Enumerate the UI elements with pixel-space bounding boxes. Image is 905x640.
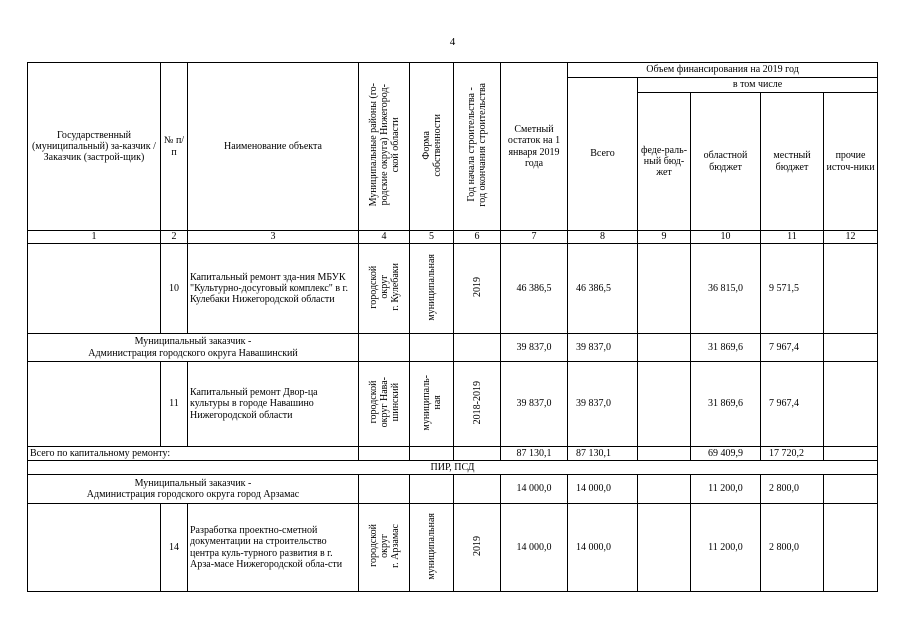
object-name: Капитальный ремонт зда-ния МБУК "Культурно-досуговый комплекс" в г. Кулебаки Нижегородской области <box>188 244 359 334</box>
col-number: 10 <box>691 231 761 244</box>
local-value: 7 967,4 <box>761 362 824 447</box>
regional-value: 69 409,9 <box>691 447 761 461</box>
other-value <box>824 504 878 592</box>
object-name: Капитальный ремонт Двор-ца культуры в городе Навашино Нижегородской области <box>188 362 359 447</box>
object-name: Разработка проектно-сметной документации на строительство центра куль-турного развития в г. Арза-масе Нижегородской обла-сти <box>188 504 359 592</box>
ownership: муниципальная <box>410 504 454 592</box>
header-other: прочие источ-ники <box>824 93 878 231</box>
total-value: 46 386,5 <box>568 244 638 334</box>
remaining-value: 14 000,0 <box>501 475 568 504</box>
remaining-value: 39 837,0 <box>501 334 568 362</box>
total-value: 14 000,0 <box>568 504 638 592</box>
regional-value: 36 815,0 <box>691 244 761 334</box>
district: городской округ г. Арзамас <box>359 504 410 592</box>
total-value: 87 130,1 <box>568 447 638 461</box>
col-number: 9 <box>638 231 691 244</box>
column-numbers-row <box>28 231 878 244</box>
header-years: Год начала строительства - год окончания строительства <box>454 63 501 231</box>
row-number: 10 <box>161 244 188 334</box>
local-value: 9 571,5 <box>761 244 824 334</box>
regional-value: 11 200,0 <box>691 475 761 504</box>
header-federal: феде-раль-ный бюд-жет <box>638 93 691 231</box>
col-number: 5 <box>410 231 454 244</box>
header-including: в том числе <box>638 78 878 93</box>
col-number: 3 <box>188 231 359 244</box>
district: городской округ Нава- шинский <box>359 362 410 447</box>
other-value <box>824 244 878 334</box>
other-value <box>824 362 878 447</box>
remaining-value: 46 386,5 <box>501 244 568 334</box>
federal-value <box>638 504 691 592</box>
financing-table <box>27 62 878 592</box>
header-ownership: Форма собственности <box>410 63 454 231</box>
local-value: 7 967,4 <box>761 334 824 362</box>
years: 2019 <box>454 244 501 334</box>
col-number: 12 <box>824 231 878 244</box>
col-number: 1 <box>28 231 161 244</box>
col-number: 8 <box>568 231 638 244</box>
federal-value <box>638 244 691 334</box>
regional-value: 31 869,6 <box>691 334 761 362</box>
row-number: 11 <box>161 362 188 447</box>
header-customer: Государственный (муниципальный) за-казчик / Заказчик (застрой-щик) <box>28 63 161 231</box>
header-financing: Объем финансирования на 2019 год <box>568 63 878 78</box>
section-row <box>28 461 878 475</box>
header-districts: Муниципальные районы (го- родские округа) Нижегород- ской области <box>359 63 410 231</box>
col-number: 11 <box>761 231 824 244</box>
ownership: муниципаль- ная <box>410 362 454 447</box>
years: 2018-2019 <box>454 362 501 447</box>
header-object-name: Наименование объекта <box>188 63 359 231</box>
table-row <box>28 362 878 447</box>
table-row <box>28 244 878 334</box>
years: 2019 <box>454 504 501 592</box>
total-value: 14 000,0 <box>568 475 638 504</box>
row-number: 14 <box>161 504 188 592</box>
remaining-value: 39 837,0 <box>501 362 568 447</box>
customer-group-row <box>28 475 878 504</box>
local-value: 17 720,2 <box>761 447 824 461</box>
regional-value: 11 200,0 <box>691 504 761 592</box>
ownership: муниципальная <box>410 244 454 334</box>
local-value: 2 800,0 <box>761 475 824 504</box>
col-number: 7 <box>501 231 568 244</box>
total-label: Всего по капитальному ремонту: <box>28 447 359 461</box>
section-heading: ПИР, ПСД <box>28 461 878 475</box>
header-remaining: Сметный остаток на 1 января 2019 года <box>501 63 568 231</box>
remaining-value: 87 130,1 <box>501 447 568 461</box>
federal-value <box>638 362 691 447</box>
header-regional: областной бюджет <box>691 93 761 231</box>
header-number: № п/п <box>161 63 188 231</box>
local-value: 2 800,0 <box>761 504 824 592</box>
col-number: 2 <box>161 231 188 244</box>
customer-group-label: Муниципальный заказчик - Администрация городского округа Навашинский <box>28 334 359 362</box>
col-number: 6 <box>454 231 501 244</box>
total-row <box>28 447 878 461</box>
customer-group-label: Муниципальный заказчик - Администрация городского округа город Арзамас <box>28 475 359 504</box>
header-local: местный бюджет <box>761 93 824 231</box>
table-row <box>28 504 878 592</box>
page-number: 4 <box>449 36 456 48</box>
total-value: 39 837,0 <box>568 362 638 447</box>
header-total: Всего <box>568 78 638 231</box>
col-number: 4 <box>359 231 410 244</box>
regional-value: 31 869,6 <box>691 362 761 447</box>
remaining-value: 14 000,0 <box>501 504 568 592</box>
customer-group-row <box>28 334 878 362</box>
district: городской округ г. Кулебаки <box>359 244 410 334</box>
total-value: 39 837,0 <box>568 334 638 362</box>
